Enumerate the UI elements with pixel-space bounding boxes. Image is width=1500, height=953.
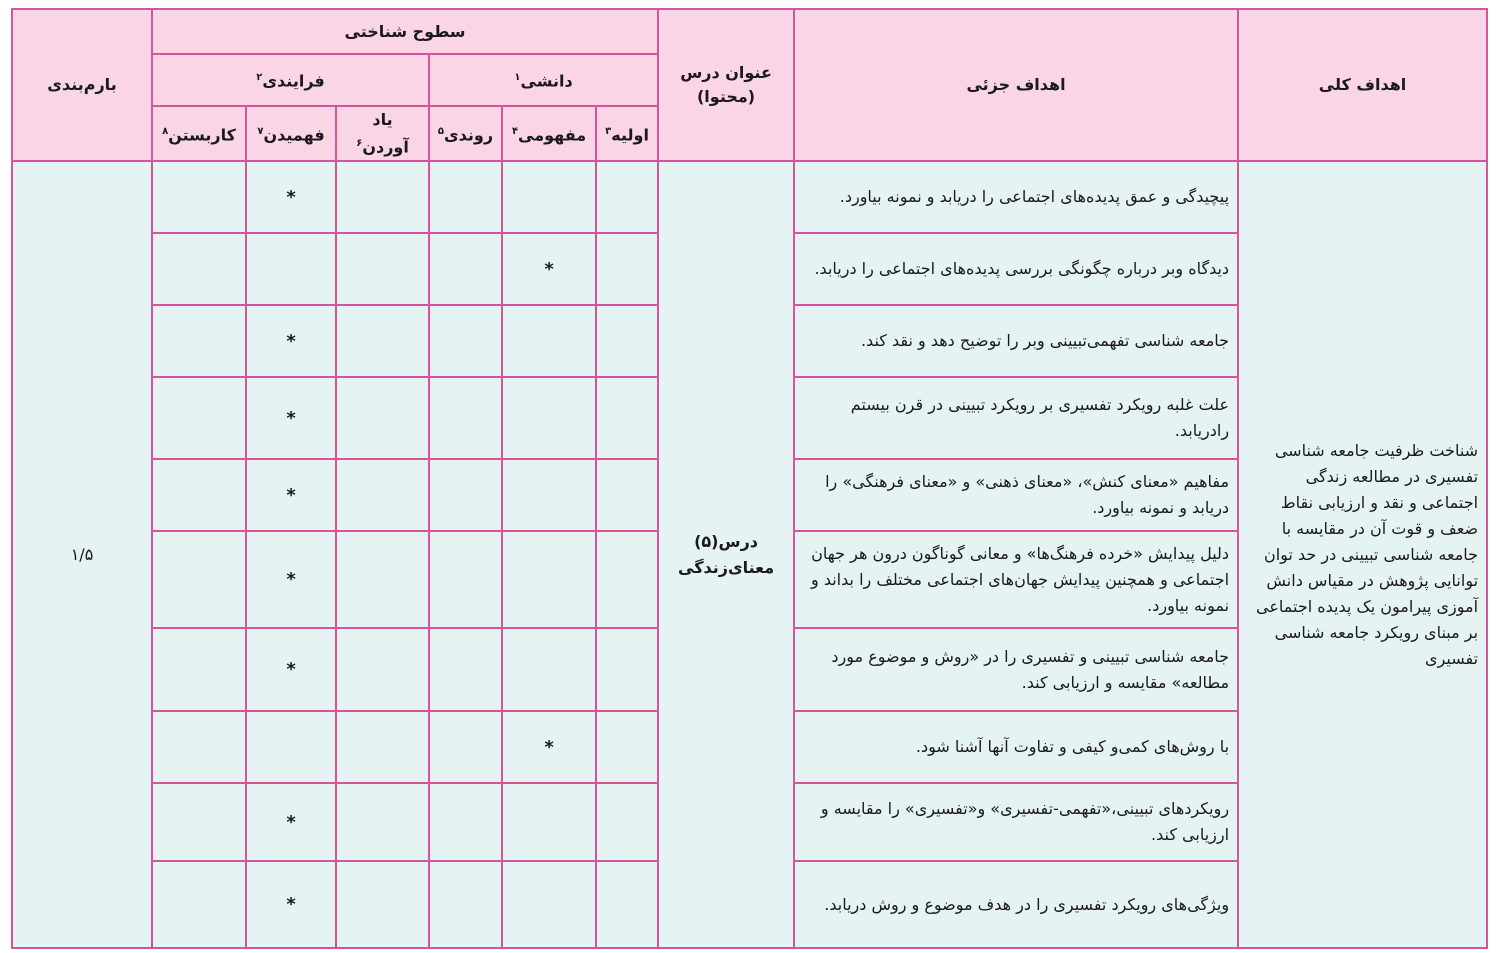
lesson-number: درس(۵) [694, 531, 758, 551]
partial-goal-cell: مفاهیم «معنای کنش»، «معنای ذهنی» و «معنای فرهنگی» را دریابد و نمونه بیاورد. [794, 459, 1238, 531]
header-conceptual [502, 106, 596, 161]
cell-basic [596, 161, 658, 233]
cell-apply [152, 861, 246, 948]
cell-conceptual [502, 305, 596, 377]
header-remember-sup: ۶ [356, 137, 363, 149]
cell-remember [336, 711, 429, 783]
cell-conceptual [502, 628, 596, 711]
cell-procedural [429, 531, 502, 628]
cell-remember [336, 161, 429, 233]
header-remember-label: یاد آوردن [362, 109, 409, 157]
partial-goal-cell: علت غلبه رویکرد تفسیری بر رویکرد تبیینی در قرن بیستم رادریابد. [794, 377, 1238, 459]
cell-basic [596, 711, 658, 783]
cell-apply [152, 531, 246, 628]
header-process [152, 54, 429, 106]
cell-apply [152, 459, 246, 531]
header-scoring: بارم‌بندی [12, 9, 152, 161]
cell-remember [336, 459, 429, 531]
header-knowledge [429, 54, 658, 106]
cell-conceptual [502, 783, 596, 861]
cell-procedural [429, 628, 502, 711]
partial-goal-cell: جامعه شناسی تفهمی‌تبیینی وبر را توضیح دهد و نقد کند. [794, 305, 1238, 377]
cell-basic [596, 305, 658, 377]
cell-understand: * [246, 628, 336, 711]
cell-basic [596, 628, 658, 711]
objectives-table-container [11, 8, 1486, 947]
cell-procedural [429, 377, 502, 459]
cell-conceptual [502, 459, 596, 531]
cell-understand: * [246, 305, 336, 377]
cell-basic [596, 459, 658, 531]
cell-understand: * [246, 861, 336, 948]
header-apply-label: کاربستن [168, 125, 236, 145]
score-cell: ۱/۵ [12, 161, 152, 948]
partial-goal-cell: پیچیدگی و عمق پدیده‌های اجتماعی را دریابد و نمونه بیاورد. [794, 161, 1238, 233]
cell-remember [336, 861, 429, 948]
cell-remember [336, 377, 429, 459]
cell-apply [152, 377, 246, 459]
cell-procedural [429, 233, 502, 305]
lesson-name: معنای‌زندگی [678, 557, 775, 577]
header-partial-goals: اهداف جزئی [794, 9, 1238, 161]
cell-procedural [429, 161, 502, 233]
cell-conceptual: * [502, 711, 596, 783]
header-general-goals: اهداف کلی [1238, 9, 1487, 161]
header-conceptual-label: مفهومی [518, 125, 587, 145]
cell-understand: * [246, 783, 336, 861]
header-process-sup: ۲ [256, 72, 263, 84]
lesson-title-cell [658, 161, 794, 948]
partial-goal-cell: رویکردهای تبیینی،«تفهمی-تفسیری» و«تفسیری» را مقایسه و ارزیابی کند. [794, 783, 1238, 861]
cell-conceptual: * [502, 233, 596, 305]
cell-apply [152, 711, 246, 783]
header-knowledge-label: دانشی [520, 71, 573, 91]
header-lesson-title-line1: عنوان درس [680, 63, 772, 82]
header-lesson-title [658, 9, 794, 161]
cell-procedural [429, 305, 502, 377]
general-goal-cell: شناخت ظرفیت جامعه شناسی تفسیری در مطالعه زندگی اجتماعی و نقد و ارزیابی نقاط ضعف و قوت آن در مقایسه با جامعه شناسی تبیینی در حد توان توانایی پژوهش در مقیاس دانش آموزی پیرامون یک پدیده اجتماعی بر مبنای رویکرد جامعه شناسی تفسیری [1238, 161, 1487, 948]
cell-remember [336, 531, 429, 628]
partial-goal-cell: دیدگاه وبر درباره چگونگی بررسی پدیده‌های اجتماعی را دریابد. [794, 233, 1238, 305]
header-basic-label: اولیه [611, 125, 649, 145]
partial-goal-cell: ویژگی‌های رویکرد تفسیری را در هدف موضوع و روش دریابد. [794, 861, 1238, 948]
cell-conceptual [502, 161, 596, 233]
header-understand-label: فهمیدن [263, 125, 325, 145]
header-apply [152, 106, 246, 161]
objectives-table [11, 8, 1488, 949]
cell-remember [336, 305, 429, 377]
cell-understand: * [246, 377, 336, 459]
header-procedural [429, 106, 502, 161]
header-process-label: فرایندی [262, 71, 325, 91]
cell-apply [152, 305, 246, 377]
header-procedural-sup: ۵ [437, 125, 444, 137]
header-cognitive-levels: سطوح شناختی [152, 9, 658, 54]
cell-conceptual [502, 861, 596, 948]
cell-remember [336, 233, 429, 305]
header-basic [596, 106, 658, 161]
cell-basic [596, 233, 658, 305]
header-knowledge-sup: ۱ [514, 72, 521, 84]
cell-procedural [429, 459, 502, 531]
cell-apply [152, 628, 246, 711]
cell-basic [596, 377, 658, 459]
cell-understand [246, 233, 336, 305]
partial-goal-cell: جامعه شناسی تبیینی و تفسیری را در «روش و موضوع مورد مطالعه» مقایسه و ارزیابی کند. [794, 628, 1238, 711]
cell-apply [152, 161, 246, 233]
header-remember [336, 106, 429, 161]
header-procedural-label: روندی [443, 125, 494, 145]
partial-goal-cell: با روش‌های کمی‌و کیفی و تفاوت آنها آشنا شود. [794, 711, 1238, 783]
header-basic-sup: ۳ [605, 125, 612, 137]
cell-understand: * [246, 531, 336, 628]
cell-understand: * [246, 459, 336, 531]
header-conceptual-sup: ۴ [511, 125, 519, 137]
partial-goal-cell: دلیل پیدایش «خرده فرهنگ‌ها» و معانی گوناگون درون هر جهان اجتماعی و همچنین پیدایش جهان‌های اجتماعی مختلف را بداند و نمونه بیاورد. [794, 531, 1238, 628]
cell-procedural [429, 783, 502, 861]
cell-procedural [429, 711, 502, 783]
header-understand-sup: ۷ [257, 125, 264, 137]
cell-basic [596, 531, 658, 628]
cell-basic [596, 861, 658, 948]
header-lesson-title-line2: (محتوا) [696, 87, 756, 106]
header-understand [246, 106, 336, 161]
cell-procedural [429, 861, 502, 948]
cell-conceptual [502, 377, 596, 459]
cell-conceptual [502, 531, 596, 628]
cell-apply [152, 233, 246, 305]
cell-understand [246, 711, 336, 783]
header-apply-sup: ۸ [162, 125, 169, 137]
cell-understand: * [246, 161, 336, 233]
cell-basic [596, 783, 658, 861]
cell-remember [336, 628, 429, 711]
table-row [12, 161, 1487, 233]
cell-remember [336, 783, 429, 861]
cell-apply [152, 783, 246, 861]
